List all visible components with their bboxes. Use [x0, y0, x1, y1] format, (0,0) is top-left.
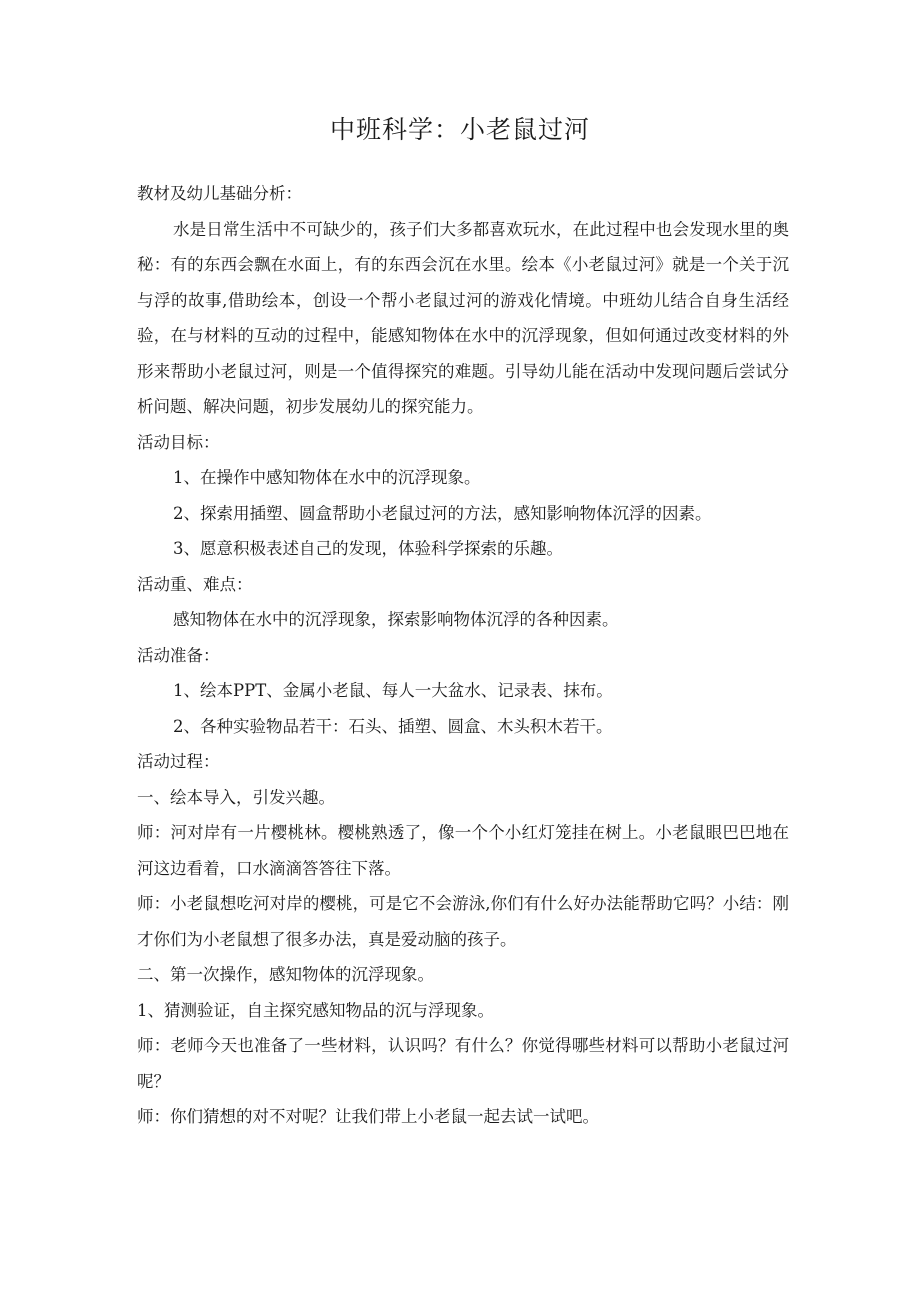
- goals-heading: 活动目标：: [137, 432, 220, 452]
- goal-item-1: 1、在操作中感知物体在水中的沉浮现象。: [173, 468, 481, 487]
- step-1-paragraph-1: 师：河对岸有一片樱桃林。樱桃熟透了，像一个个小红灯笼挂在树上。小老鼠眼巴巴地在河这边看着，口水滴滴答答往下落。: [137, 823, 789, 878]
- step-2-subheading: 1、猜测验证，自主探究感知物品的沉与浮现象。: [137, 1000, 494, 1020]
- goal-item-2: 2、探索用插塑、圆盒帮助小老鼠过河的方法，感知影响物体沉浮的因素。: [173, 503, 712, 523]
- keypoints-paragraph: 感知物体在水中的沉浮现象，探索影响物体沉浮的各种因素。: [173, 610, 619, 629]
- prep-item-2: 2、各种实验物品若干：石头、插塑、圆盒、木头积木若干。: [173, 716, 613, 736]
- analysis-heading: 教材及幼儿基础分析：: [137, 184, 302, 203]
- step-2-paragraph-1: 师：老师今天也准备了一些材料，认识吗？有什么？你觉得哪些材料可以帮助小老鼠过河呢？: [137, 1036, 789, 1091]
- step-2-paragraph-2: 师：你们猜想的对不对呢？让我们带上小老鼠一起去试一试吧。: [137, 1107, 599, 1126]
- analysis-paragraph: 水是日常生活中不可缺少的，孩子们大多都喜欢玩水，在此过程中也会发现水里的奥秘：有的东西会飘在水面上，有的东西会沉在水里。绘本《小老鼠过河》就是一个关于沉与浮的故事,借助绘本，创设一个帮小老鼠过河的游戏化情境。中班幼儿结合自身生活经验，在与材料的互动的过程中，能感知物体在水中的沉浮现象，但如何通过改变材料的外形来帮助小老鼠过河，则是一个值得探究的难题。引导幼儿能在活动中发现问题后尝试分析问题、解决问题，初步发展幼儿的探究能力。: [137, 219, 789, 416]
- step-2-heading: 二、第一次操作，感知物体的沉浮现象。: [137, 965, 434, 984]
- prep-heading: 活动准备：: [137, 645, 220, 665]
- document-body: [137, 176, 789, 1135]
- process-heading: 活动过程：: [137, 752, 220, 771]
- step-1-paragraph-2: 师：小老鼠想吃河对岸的樱桃，可是它不会游泳,你们有什么好办法能帮助它吗？小结：刚才你们为小老鼠想了很多办法，真是爱动脑的孩子。: [137, 894, 789, 949]
- goal-item-3: 3、愿意积极表述自己的发现，体验科学探索的乐趣。: [173, 539, 563, 558]
- page-title: 中班科学：小老鼠过河: [329, 115, 590, 144]
- keypoints-heading: 活动重、难点：: [137, 574, 253, 594]
- prep-item-1: 1、绘本PPT、金属小老鼠、每人一大盆水、记录表、抹布。: [173, 681, 613, 700]
- step-1-heading: 一、绘本导入，引发兴趣。: [137, 787, 335, 807]
